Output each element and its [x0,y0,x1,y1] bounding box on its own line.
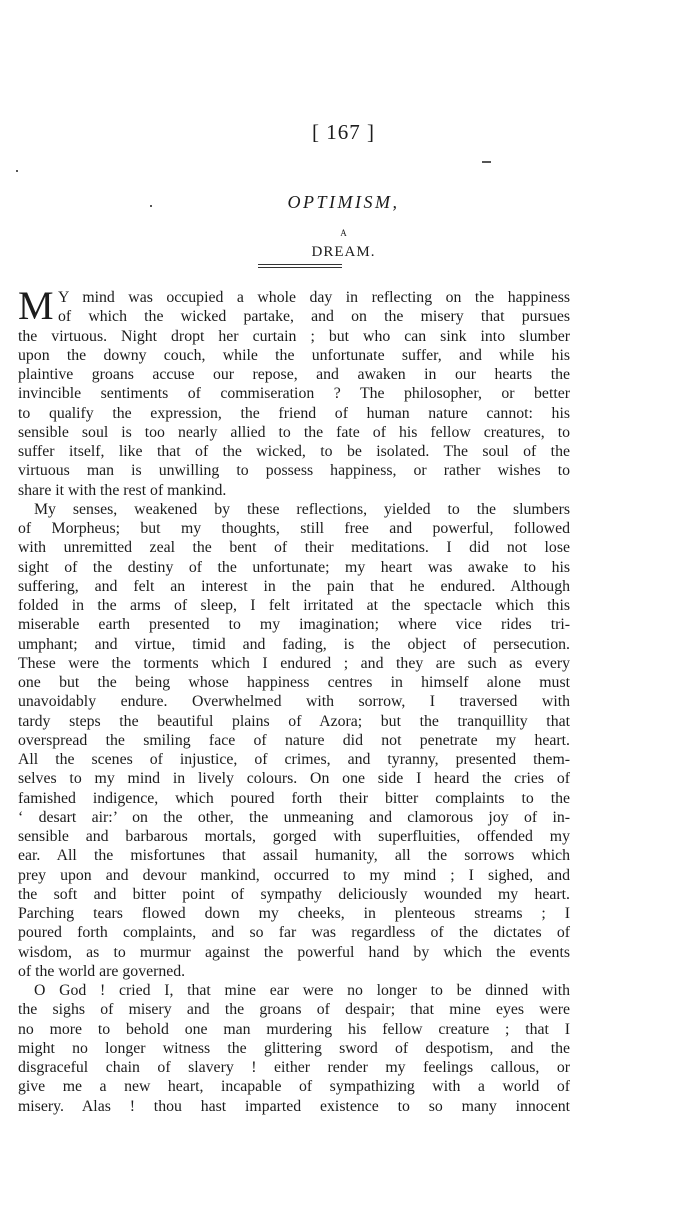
essay-body [18,283,570,1116]
text-line: unavoidably endure. Overwhelmed with sorrow, I traversed with [18,693,570,711]
text-line: plaintive groans accuse our repose, and awaken in our hearts the [18,366,570,383]
text-line: selves to my mind in lively colours. On one side I heard the cries of [18,770,570,788]
text-line: no more to behold one man murdering his fellow creature ; that I [18,1020,570,1038]
text-line: overspread the smiling face of nature did not penetrate my heart. [18,731,570,749]
text-line: one but the being whose happiness centres in himself alone must [18,674,570,691]
text-line: give me a new heart, incapable of sympathizing with a world of [18,1078,570,1096]
text-line: All the scenes of injustice, of crimes, and tyranny, presented them- [18,751,570,768]
title-rule-lower [258,267,342,268]
text-line: Parching tears flowed down my cheeks, in plenteous streams ; I [18,905,570,922]
title-rule-upper [258,264,342,265]
text-line: the sighs of misery and the groans of despair; that mine eyes were [18,1001,570,1019]
text-line: to qualify the expression, the friend of human nature cannot: his [18,404,570,422]
essay-subtitle: DREAM. [311,244,376,260]
text-line: famished indigence, which poured forth their bitter complaints to the [18,789,570,807]
text-line: prey upon and devour mankind, occurred to my mind ; I sighed, and [18,866,570,884]
text-line: virtuous man is unwilling to possess happiness, or rather wishes to [18,462,570,480]
print-speck [16,170,18,172]
text-line: of which the wicked partake, and on the misery that pursues [58,308,570,326]
first-line-spacer [18,288,570,307]
text-line: misery. Alas ! thou hast imparted existence to so many innocent [18,1097,570,1115]
essay-title: OPTIMISM, [287,192,400,212]
text-line: poured forth complaints, and so far was regardless of the dictates of [18,924,570,942]
text-line: upon the downy couch, while the unfortunate suffer, and while his [18,346,570,364]
drop-cap: M [18,283,54,328]
text-line: sensible and barbarous mortals, gorged with superfluities, offended my [18,828,570,845]
text-line: ‘ desart air:’ on the other, the unmeaning and clamorous joy of in- [18,808,570,826]
subtitle-connector: A [340,228,347,238]
text-line: invincible sentiments of commiseration ? The philosopher, or better [18,385,570,403]
print-speck [150,205,152,207]
text-line: of Morpheus; but my thoughts, still free and powerful, followed [18,520,570,537]
text-line: of the world are governed. [18,962,186,980]
text-line: sensible soul is too nearly allied to the fate of his fellow creatures, to [18,423,570,441]
text-line: miserable earth presented to my imagination; where vice rides tri- [18,616,570,634]
text-line: wisdom, as to murmur against the powerful hand by which the events [18,943,570,961]
text-line: tardy steps the beautiful plains of Azora; but the tranquillity that [18,712,570,730]
text-line: might no longer witness the glittering sword of despotism, and the [18,1039,570,1057]
text-line: the soft and bitter point of sympathy deliciously wounded my heart. [18,885,570,903]
text-line: sight of the destiny of the unfortunate; my heart was awake to his [18,558,570,576]
text-line: My senses, weakened by these reflections, yielded to the slumbers [34,500,570,518]
text-line: O God ! cried I, that mine ear were no longer to be dinned with [34,982,570,999]
text-line: with unremitted zeal the bent of their meditations. I did not lose [18,539,570,557]
text-line: folded in the arms of sleep, I felt irritated at the spectacle which this [18,597,570,614]
print-speck [482,161,491,163]
text-line: the virtuous. Night dropt her curtain ; but who can sink into slumber [18,327,570,345]
text-line: umphant; and virtue, timid and fading, is the object of persecution. [18,635,570,653]
page-number: [ 167 ] [312,120,375,144]
text-line: disgraceful chain of slavery ! either render my feelings callous, or [18,1059,570,1076]
text-line: ear. All the misfortunes that assail humanity, all the sorrows which [18,847,570,865]
text-line: These were the torments which I endured ; and they are such as every [18,654,570,672]
text-line: suffer itself, like that of the wicked, to be isolated. The soul of the [18,443,570,460]
text-line: suffering, and felt an interest in the pain that he endured. Although [18,577,570,595]
first-line: Y mind was occupied a whole day in reflecting on the happiness [58,289,570,306]
text-line: share it with the rest of mankind. [18,481,227,499]
